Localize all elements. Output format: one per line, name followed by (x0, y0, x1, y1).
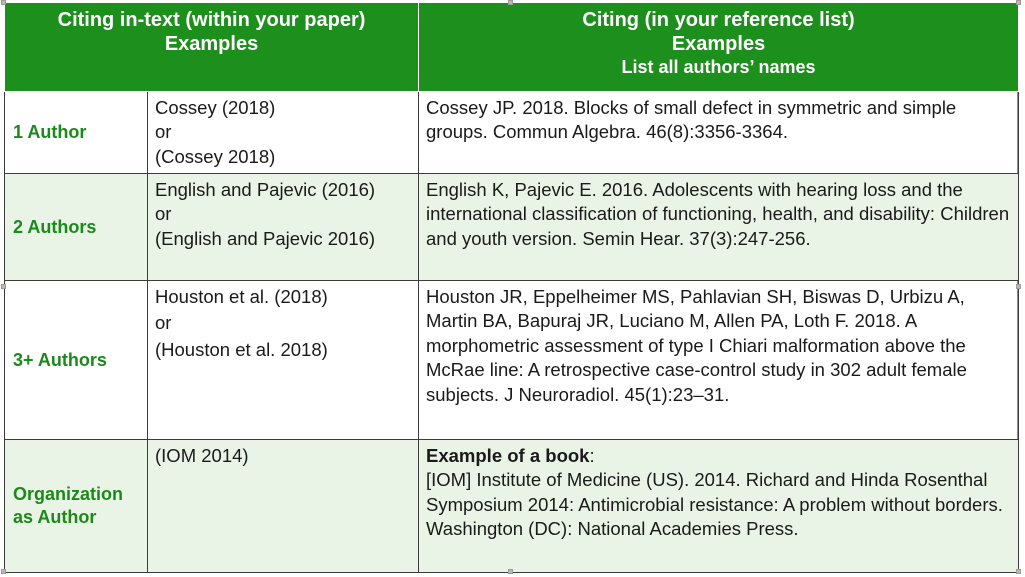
intext-or: or (155, 121, 172, 142)
intext-example: (Houston et al. 2018) (155, 338, 328, 360)
reference-example-cell (419, 439, 1019, 572)
row-label: Organization as Author (5, 439, 148, 572)
header-reference-title: Citing (in your reference list) (582, 9, 855, 31)
reference-text: [IOM] Institute of Medicine (US). 2014. Richard and Hinda Rosenthal Symposium 2014: Antimicrobial resistance: A problem without borders. Washington (DC): National Academies Press. (426, 469, 1003, 539)
intext-example: (IOM 2014) (155, 444, 249, 466)
reference-text: Cossey JP. 2018. Blocks of small defect in symmetric and simple groups. Commun Algebra. 46(8):3356-3364. (426, 96, 957, 142)
table-row-1-author (5, 91, 1019, 173)
header-intext-citing (5, 3, 419, 91)
reference-example-cell (419, 173, 1019, 280)
row-label: 3+ Authors (5, 280, 148, 439)
intext-example: (English and Pajevic 2016) (155, 227, 376, 249)
header-reference-citing (419, 3, 1019, 91)
header-reference-note: List all authors’ names (621, 57, 816, 77)
reference-text: Houston JR, Eppelheimer MS, Pahlavian SH, Biswas D, Urbizu A, Martin BA, Bapuraj JR, Luciano M, Allen PA, Loth F. 2018. A morphometric assessment of type I Chiari malformation above the McRae line: A retrospective case-control study in 302 adult female subjects. J Neuroradiol. 45(1):23–31. (426, 285, 967, 405)
table-row-organization-author (5, 439, 1019, 572)
reference-example-cell (419, 280, 1019, 439)
reference-heading: Example of a book (426, 444, 590, 466)
citation-examples-table (4, 3, 1019, 573)
resize-handle-bottom-right[interactable] (1016, 569, 1021, 574)
resize-handle-top-left[interactable] (1, 0, 6, 5)
table-row-2-authors (5, 173, 1019, 280)
intext-examples-cell (148, 91, 419, 173)
intext-examples-cell (148, 280, 419, 439)
reference-text: English K, Pajevic E. 2016. Adolescents with hearing loss and the international classification of functioning, health, and disability: Children and youth version. Semin Hear. 37(3):247-256. (426, 178, 1010, 249)
intext-example: English and Pajevic (2016) (155, 178, 376, 200)
intext-or: or (155, 312, 172, 333)
resize-handle-top-center[interactable] (508, 0, 513, 5)
reference-heading-colon: : (589, 444, 595, 466)
table-header-row (5, 3, 1019, 91)
intext-example: (Cossey 2018) (155, 145, 276, 167)
resize-handle-top-right[interactable] (1016, 0, 1021, 5)
resize-handle-middle-right[interactable] (1016, 284, 1021, 289)
row-label: 1 Author (5, 91, 148, 173)
intext-example: Houston et al. (2018) (155, 285, 328, 307)
reference-heading-line (426, 444, 1012, 469)
intext-examples-cell (148, 439, 419, 572)
resize-handle-bottom-left[interactable] (1, 569, 6, 574)
row-label: 2 Authors (5, 173, 148, 280)
header-reference-subtitle: Examples (671, 33, 766, 55)
intext-or: or (155, 203, 172, 224)
intext-example: Cossey (2018) (155, 96, 276, 118)
reference-example-cell (419, 91, 1019, 173)
resize-handle-middle-left[interactable] (1, 284, 6, 289)
intext-examples-cell (148, 173, 419, 280)
header-intext-subtitle: Examples (164, 33, 259, 55)
header-intext-title: Citing in-text (within your paper) (57, 9, 366, 31)
table-row-3plus-authors (5, 280, 1019, 439)
resize-handle-bottom-center[interactable] (508, 569, 513, 574)
